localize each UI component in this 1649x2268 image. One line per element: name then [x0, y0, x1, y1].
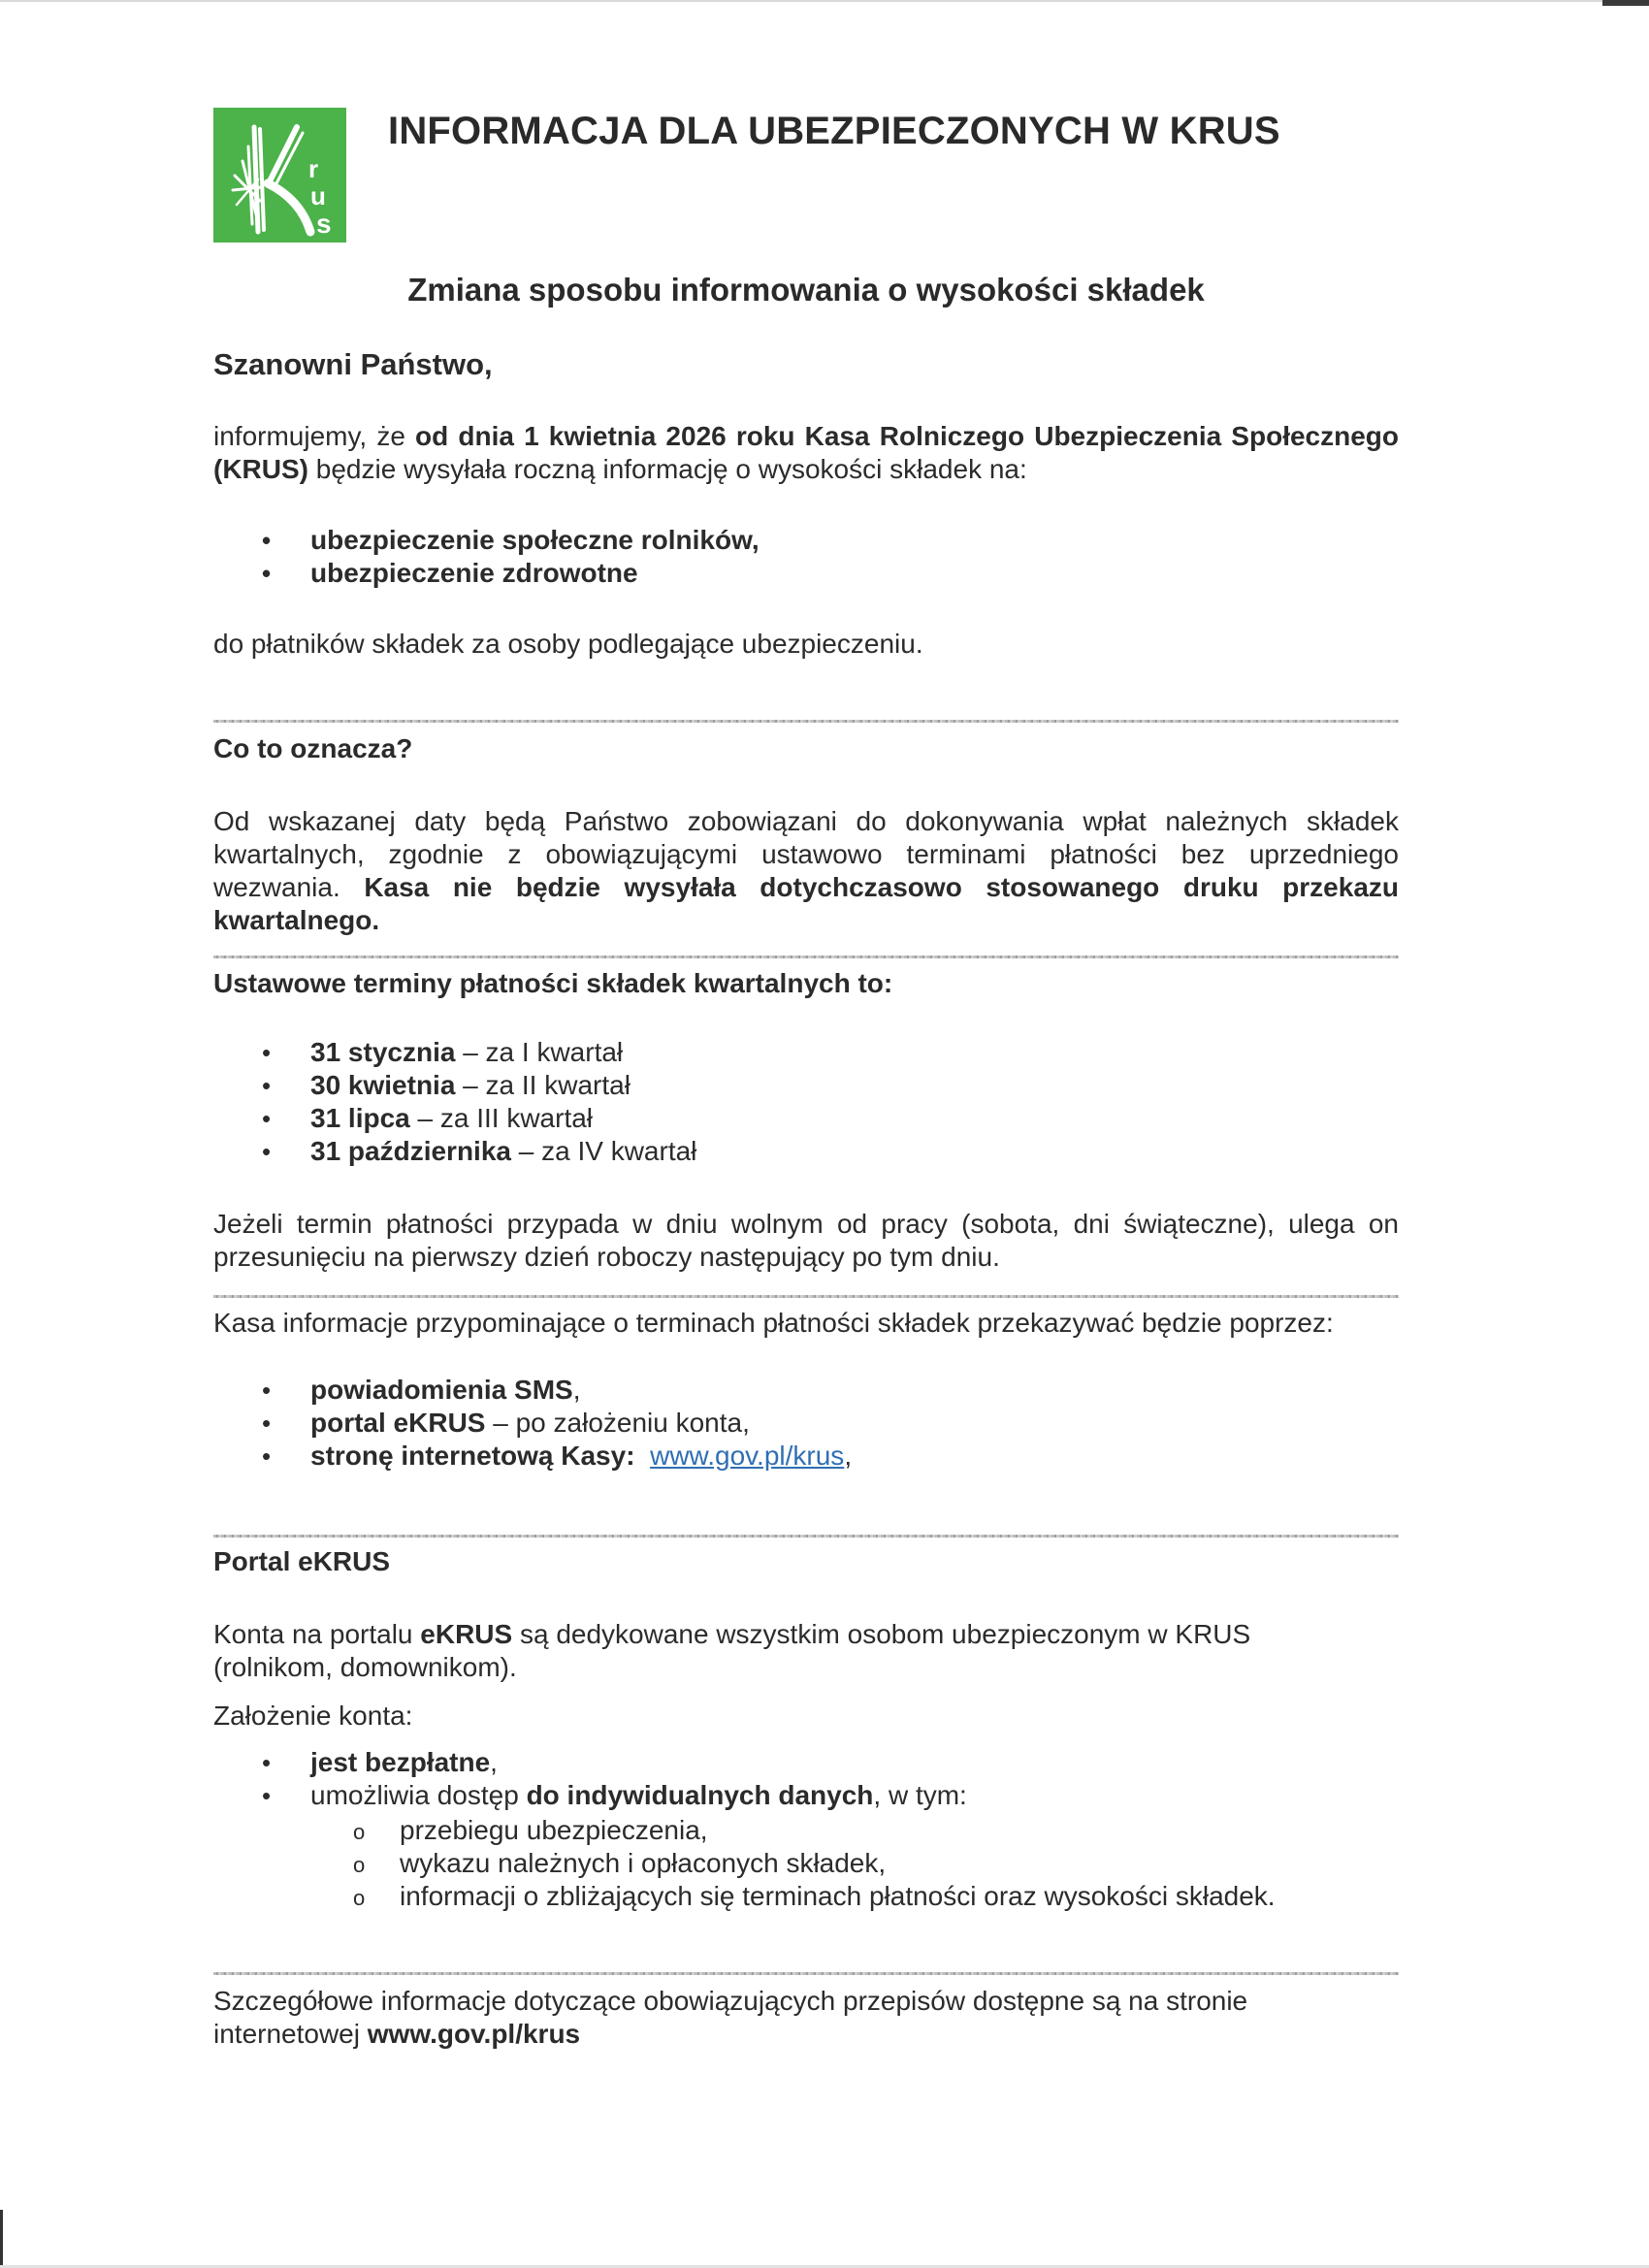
- list-item: [262, 1102, 696, 1135]
- meaning-text: Od wskazanej daty będą Państwo zobowiązani do dokonywania wpłat należnych składek kwartalnych, zgodnie z obowiązującymi ustawowo terminami płatności bez uprzedniego wezwania.: [213, 806, 1399, 902]
- portal-paragraph: [213, 1618, 1358, 1684]
- reminder-channel: stronę internetową Kasy:: [310, 1441, 635, 1471]
- divider: [213, 1535, 1399, 1538]
- section-heading-deadlines: Ustawowe terminy płatności składek kwartalnych to:: [213, 968, 893, 998]
- list-item: [262, 1135, 696, 1168]
- intro-bold-text: od dnia 1 kwietnia 2026 roku Kasa Rolniczego Ubezpieczenia Społecznego (KRUS): [213, 421, 1399, 484]
- list-item: [262, 1374, 852, 1407]
- benefit-suffix: , w tym:: [873, 1780, 967, 1810]
- list-item: • ubezpieczenie społeczne rolników,: [262, 524, 760, 557]
- reminder-suffix: ,: [572, 1375, 581, 1405]
- benefit-suffix: ,: [490, 1747, 498, 1777]
- reminders-intro: Kasa informacje przypominające o terminach płatności składek przekazywać będzie poprzez:: [213, 1308, 1334, 1338]
- svg-text:r: r: [308, 154, 319, 183]
- meaning-bold-text: Kasa nie będzie wysyłała dotychczasowo stosowanego druku przekazu kwartalnego.: [213, 872, 1400, 935]
- intro-second-paragraph: do płatników składek za osoby podlegające ubezpieczeniu.: [213, 629, 923, 659]
- scan-edge-corner: [1602, 0, 1649, 6]
- list-item: [262, 1440, 852, 1473]
- krus-website-link[interactable]: www.gov.pl/krus: [650, 1441, 845, 1471]
- portal-bold-text: eKRUS: [420, 1619, 513, 1649]
- intro-text: informujemy, że: [213, 421, 416, 451]
- deadline-date: 31 lipca: [310, 1103, 410, 1133]
- sublist-item: o informacji o zbliżających się terminach płatności oraz wysokości składek.: [349, 1880, 1276, 1913]
- deadline-quarter: – za IV kwartał: [510, 1136, 697, 1166]
- sublist-item: o wykazu należnych i opłaconych składek,: [349, 1847, 1276, 1880]
- reminder-channel: portal eKRUS: [310, 1408, 486, 1438]
- insurance-types-list: [262, 524, 760, 590]
- deadline-date: 31 października: [310, 1136, 511, 1166]
- list-item: [262, 1036, 696, 1069]
- individual-data-sublist: [349, 1814, 1276, 1913]
- deadlines-note: Jeżeli termin płatności przypada w dniu wolnym od pracy (sobota, dni świąteczne), ulega on przesunięciu na pierwszy dzień roboczy następujący po tym dniu.: [213, 1209, 1399, 1272]
- scan-edge-top: [0, 0, 1649, 2]
- benefit-bold: jest bezpłatne: [310, 1747, 491, 1777]
- greeting: Szanowni Państwo,: [213, 347, 493, 381]
- benefit-text: umożliwia dostęp: [310, 1780, 527, 1810]
- deadlines-list: [262, 1036, 696, 1168]
- scan-edge-left: [0, 2210, 3, 2268]
- krus-logo: [213, 108, 346, 243]
- intro-text-end: będzie wysyłała roczną informację o wysokości składek na:: [308, 454, 1027, 484]
- list-item: • ubezpieczenie zdrowotne: [262, 557, 760, 590]
- deadline-quarter: – za I kwartał: [455, 1037, 624, 1067]
- list-item: [262, 1069, 696, 1102]
- deadline-quarter: – za III kwartał: [409, 1103, 594, 1133]
- divider: [213, 720, 1399, 723]
- reminders-list: [262, 1374, 852, 1473]
- svg-text:u: u: [310, 181, 326, 211]
- meaning-paragraph: [213, 805, 1399, 937]
- account-benefits-list: [262, 1746, 967, 1812]
- deadline-date: 30 kwietnia: [310, 1070, 456, 1100]
- divider: [213, 1972, 1399, 1975]
- krus-logo-icon: [213, 108, 346, 243]
- list-item: [262, 1746, 967, 1779]
- divider: [213, 1295, 1399, 1298]
- reminder-suffix: – po założeniu konta,: [485, 1408, 750, 1438]
- intro-paragraph: [213, 420, 1399, 486]
- deadline-date: 31 stycznia: [310, 1037, 456, 1067]
- deadline-quarter: – za II kwartał: [455, 1070, 630, 1100]
- sublist-item: o przebiegu ubezpieczenia,: [349, 1814, 1276, 1847]
- footer-paragraph: [213, 1985, 1310, 2051]
- divider: [213, 956, 1399, 958]
- benefit-bold: do indywidualnych danych: [526, 1780, 874, 1810]
- reminder-suffix: ,: [844, 1441, 853, 1471]
- account-setup-label: Założenie konta:: [213, 1701, 413, 1731]
- section-heading-meaning: Co to oznacza?: [213, 733, 413, 763]
- section-heading-portal: Portal eKRUS: [213, 1546, 391, 1576]
- footer-website: www.gov.pl/krus: [367, 2019, 581, 2049]
- svg-text:s: s: [316, 209, 332, 239]
- list-item: [262, 1779, 967, 1812]
- footer-text: Szczegółowe informacje dotyczące obowiązujących przepisów dostępne są na stronie internetowej: [213, 1986, 1248, 2049]
- list-item: [262, 1407, 852, 1440]
- document-subtitle: Zmiana sposobu informowania o wysokości składek: [407, 272, 1205, 308]
- reminder-channel: powiadomienia SMS: [310, 1375, 573, 1405]
- portal-text: Konta na portalu: [213, 1619, 421, 1649]
- portal-text-end: są dedykowane wszystkim osobom ubezpieczonym w KRUS (rolnikom, domownikom).: [213, 1619, 1251, 1682]
- document-title: INFORMACJA DLA UBEZPIECZONYCH W KRUS: [388, 110, 1280, 152]
